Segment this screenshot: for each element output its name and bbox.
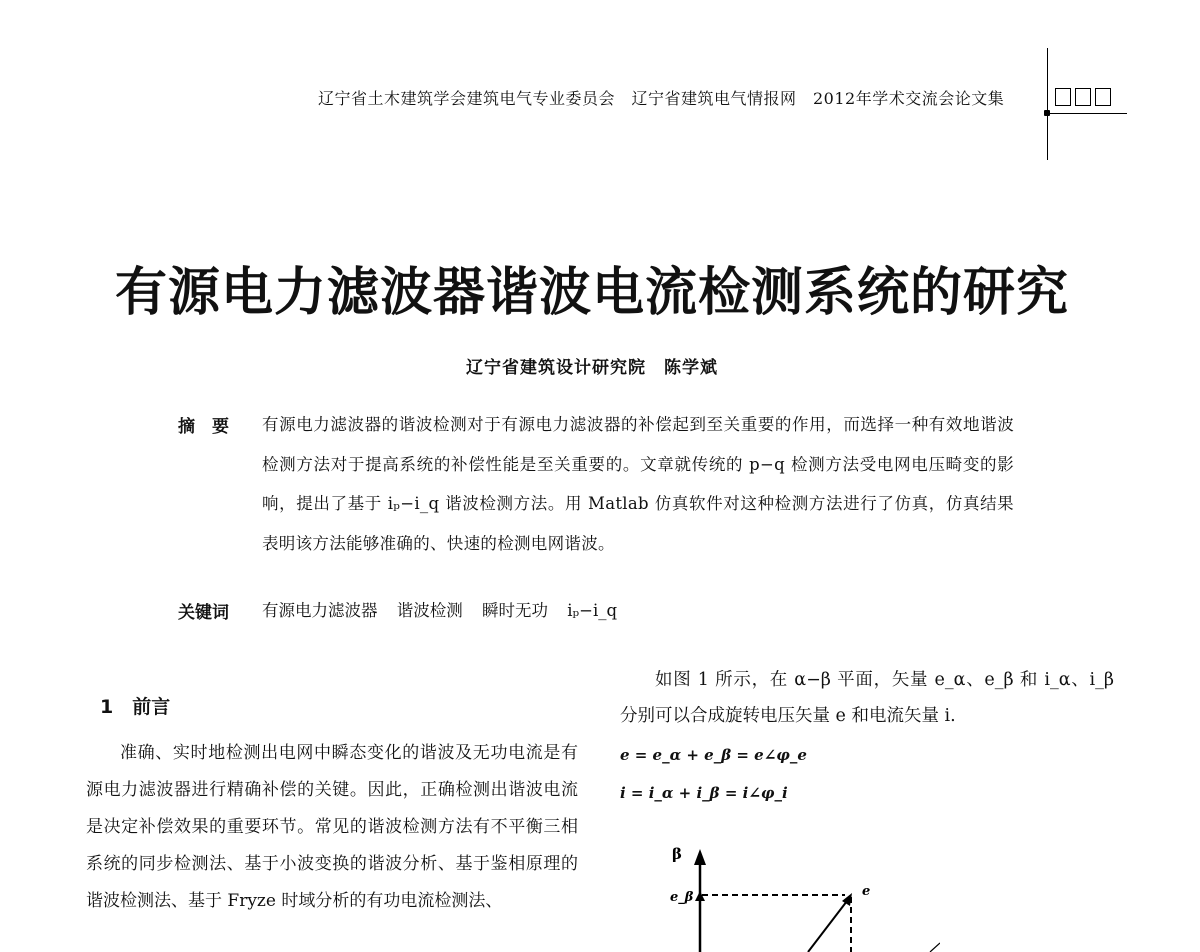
beta-axis-label: β [672,845,682,863]
keyword: iₚ−i_q [567,601,618,620]
equation-voltage: e = e_α + e_β = e∠φ_e [620,746,807,764]
keywords-list [262,597,617,621]
voltage-vector-e [808,901,847,952]
keywords-label: 关键词 [178,603,229,623]
page-marker-box [1075,88,1091,106]
header-horizontal-rule [1045,113,1127,114]
beta-axis-arrow [694,849,706,865]
running-header: 辽宁省土木建筑学会建筑电气专业委员会 辽宁省建筑电气情报网 2012年学术交流会论文集 [318,89,1005,108]
author-affiliation: 辽宁省建筑设计研究院 陈学斌 [466,358,718,378]
keyword: 谐波检测 [396,601,463,620]
equation-current: i = i_α + i_β = i∠φ_i [620,784,788,802]
abstract-label: 摘 要 [178,417,229,437]
figure-tick [930,943,940,952]
abstract-text: 有源电力滤波器的谐波检测对于有源电力滤波器的补偿起到至关重要的作用，而选择一种有效地谐波检测方法对于提高系统的补偿性能是至关重要的。文章就传统的 p−q 检测方法受电网电压畸变的影响，提出了基于 iₚ−i_q 谐波检测方法。用 Matlab 仿真软件对这种检测方法进行了仿真，仿真结果表明该方法能够准确的、快速的检测电网谐波。 [262,415,1014,553]
paper-title: 有源电力滤波器谐波电流检测系统的研究 [114,263,1069,323]
e-vector-label: e [862,884,871,899]
header-vertical-rule [1047,48,1048,160]
section-heading: 1 前言 [100,696,171,718]
page-marker-box [1095,88,1111,106]
header-rule-junction [1044,110,1050,116]
page-marker [1055,86,1115,107]
body-paragraph: 准确、实时地检测出电网中瞬态变化的谐波及无功电流是有源电力滤波器进行精确补偿的关键。因此，正确检测出谐波电流是决定补偿效果的重要环节。常见的谐波检测方法有不平衡三相系统的同步检测法、基于小波变换的谐波分析、基于鉴相原理的谐波检测法、基于 Fryze 时域分析的有功电流检测法、 [86,743,578,911]
body-paragraph-right: 如图 1 所示，在 α−β 平面，矢量 e_α、e_β 和 i_α、i_β 分别可以合成旋转电压矢量 e 和电流矢量 i. [620,670,1114,726]
e-beta-label: e_β [670,890,694,905]
keyword: 有源电力滤波器 [262,601,378,620]
page-marker-box [1055,88,1071,106]
vector-diagram [640,835,940,952]
keyword: 瞬时无功 [482,601,548,620]
